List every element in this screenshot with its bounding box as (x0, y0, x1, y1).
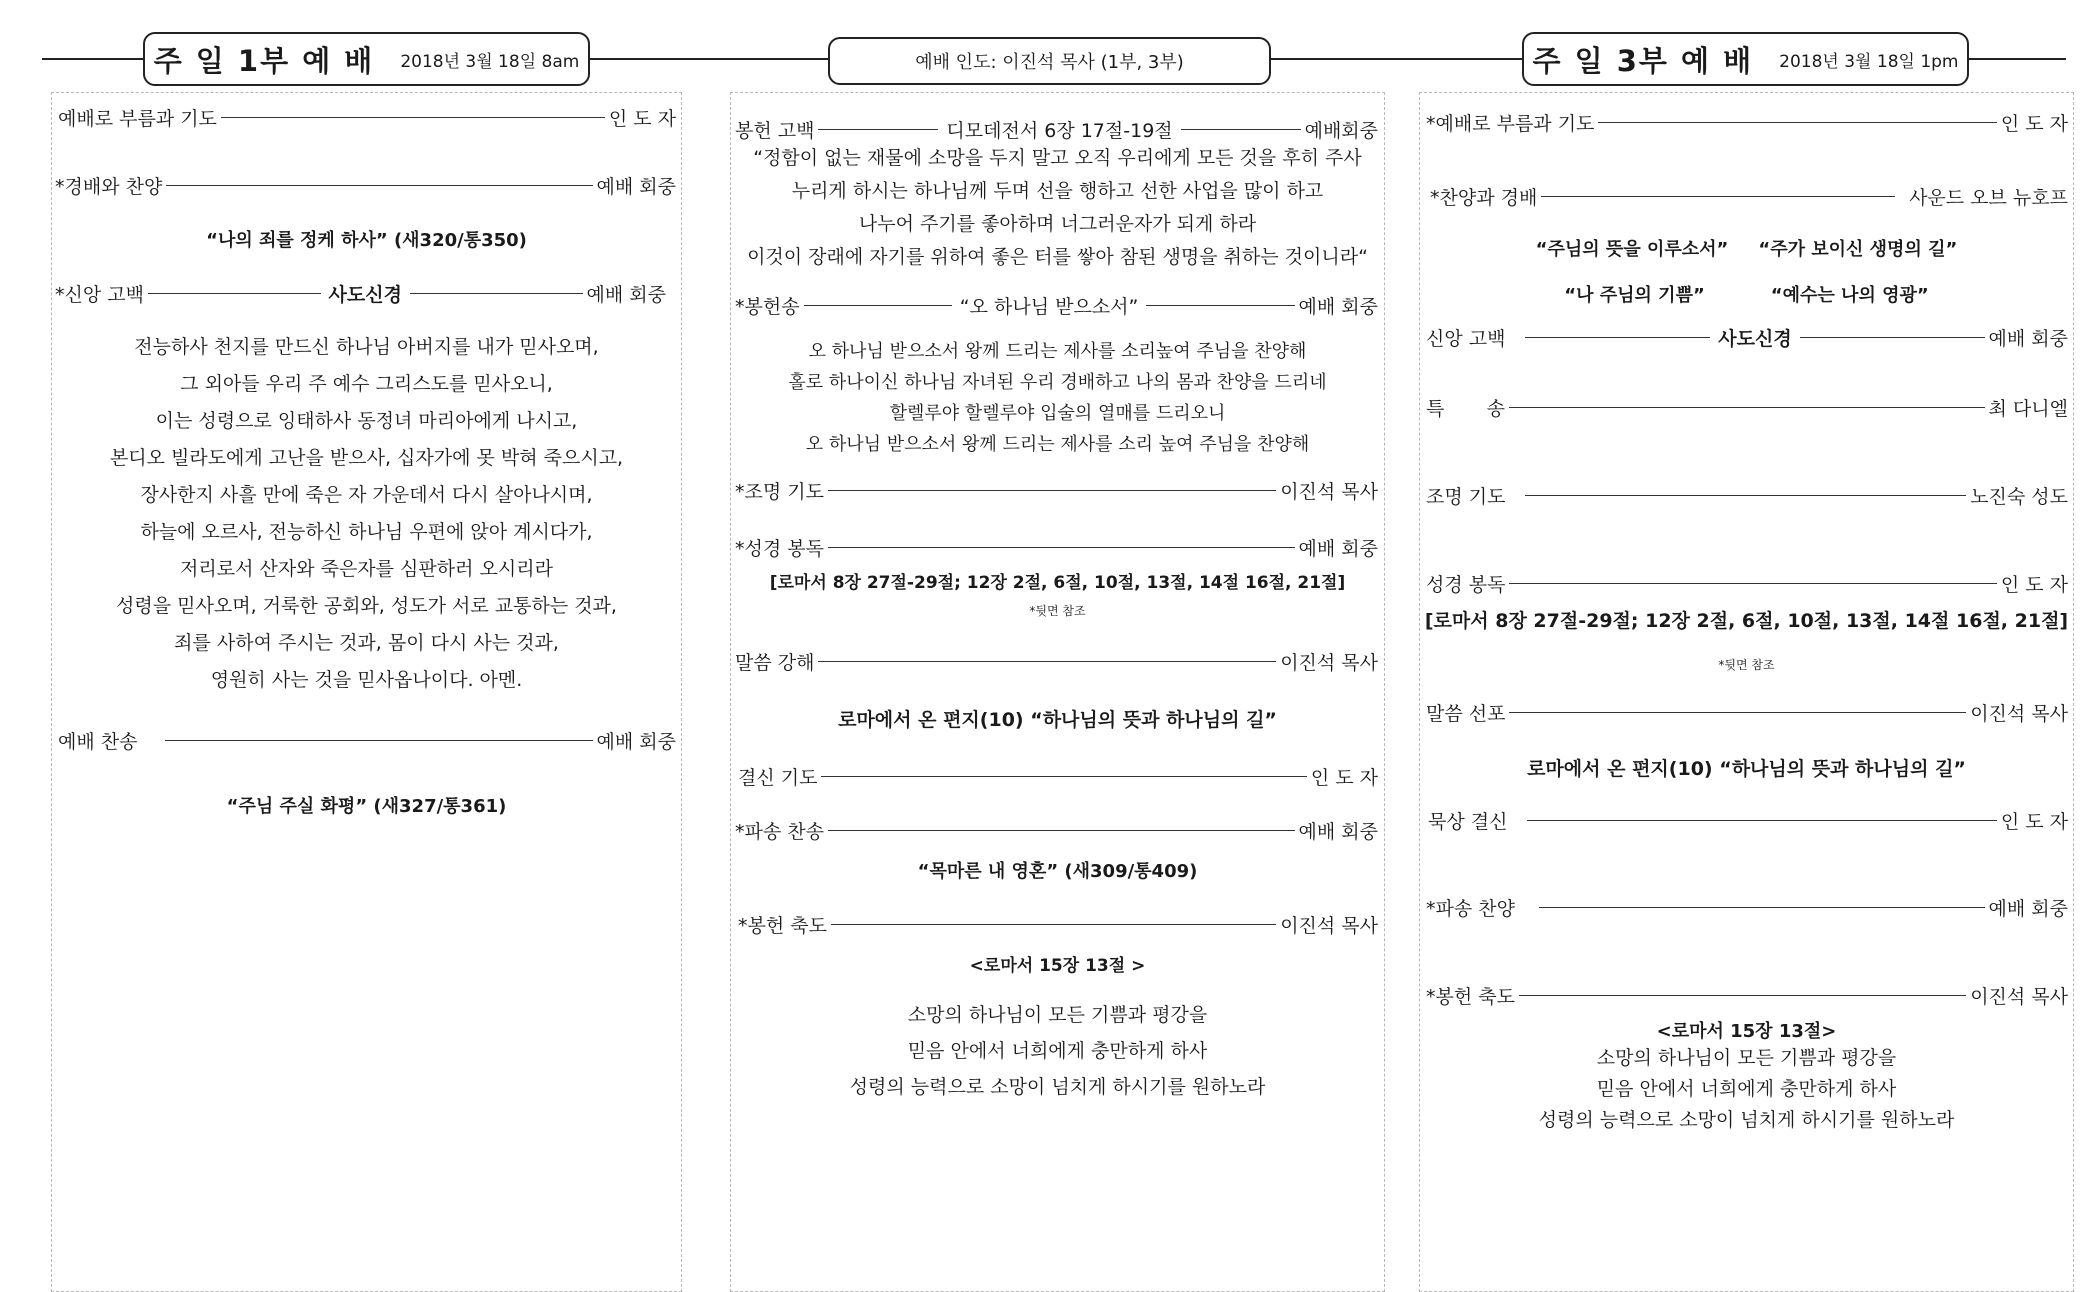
leader-line (828, 490, 1276, 491)
reading-reference: [로마서 8장 27절-29절; 12장 2절, 6절, 10절, 13절, 14절 16절, 21절] (1424, 610, 2069, 632)
worship-leader-header (828, 37, 1271, 85)
order-label: 봉헌 고백 (735, 119, 815, 142)
leader-line (828, 547, 1295, 548)
leader-line (148, 293, 321, 294)
benediction-line: 성령의 능력으로 소망이 넘치게 하시기를 원하노라 (1538, 1109, 1955, 1131)
apostles-creed-text (51, 329, 682, 699)
first-service-header (143, 32, 590, 86)
praise-songs-row-1 (1419, 235, 2074, 261)
benediction-text (1419, 1043, 2074, 1136)
hymn-title: “나의 죄를 정케 하사” (새320/통350) (206, 230, 527, 251)
order-label: 신앙 고백 (1426, 327, 1506, 350)
order-leader: 인 도 자 (2000, 810, 2068, 833)
scripture-line: 나누어 주기를 좋아하며 너그러운자가 되게 하라 (858, 213, 1257, 235)
leader-line (1541, 196, 1895, 197)
leader-line (1146, 305, 1294, 306)
scripture-line: 누리게 하시는 하나님께 두며 선을 행하고 선한 사업을 많이 하고 (791, 180, 1324, 202)
benediction-line: 믿음 안에서 너희에게 충만하게 하사 (907, 1040, 1208, 1062)
leader-line (1598, 122, 1996, 123)
song-title: “주님의 뜻을 이루소서” (1535, 239, 1729, 260)
order-label: 묵상 결신 (1428, 810, 1508, 833)
order-reading (1426, 568, 2068, 598)
benediction-line: 소망의 하나님이 모든 기쁨과 평강을 (1596, 1047, 1897, 1069)
leader-line (1525, 495, 1966, 496)
leader-line (165, 740, 592, 741)
order-leader: 예배회중 (1304, 119, 1379, 142)
leader-line (1519, 995, 1966, 996)
leader-line (1525, 337, 1710, 338)
creed-line: 죄를 사하여 주시는 것과, 몸이 다시 사는 것과, (174, 632, 559, 654)
song-title: “주가 보이신 생명의 길” (1758, 239, 1958, 260)
order-leader: 예배 회중 (596, 175, 676, 198)
song-title: “나 주님의 기쁨” (1564, 285, 1705, 306)
order-label: *파송 찬송 (735, 820, 824, 843)
order-leader: 이진석 목사 (1280, 480, 1378, 503)
order-sermon (735, 646, 1378, 676)
order-leader: 예배 회중 (1298, 537, 1378, 560)
order-leader: 이진석 목사 (1970, 985, 2068, 1008)
leader-line (166, 185, 592, 186)
order-leader: 이진석 목사 (1280, 914, 1378, 937)
order-leader: 예배 회중 (1988, 897, 2068, 920)
header-rule-mid-right (1270, 58, 1526, 60)
sermon-title: 로마에서 온 편지(10) “하나님의 뜻과 하나님의 길” (1527, 758, 1966, 780)
lyric-line: 홀로 하나이신 하나님 자녀된 우리 경배하고 나의 몸과 찬양을 드리네 (788, 372, 1327, 393)
order-sermon (1426, 697, 2068, 727)
creed-line: 장사한지 사흘 만에 죽은 자 가운데서 다시 살아나시며, (140, 484, 593, 506)
order-label: 예배로 부름과 기도 (58, 107, 217, 130)
order-label: 조명 기도 (1426, 485, 1506, 508)
order-label: *경배와 찬양 (55, 175, 163, 198)
lyric-line: 할렐루야 할렐루야 입술의 열매를 드리오니 (889, 403, 1226, 424)
leader-line (818, 661, 1276, 662)
leader-line (1509, 583, 1996, 584)
reading-reference: [로마서 8장 27절-29절; 12장 2절, 6절, 10절, 13절, 14절 16절, 21절] (769, 573, 1346, 593)
leader-line (821, 776, 1306, 777)
lyric-line: 오 하나님 받으소서 왕께 드리는 제사를 소리높여 주님을 찬양해 (808, 341, 1307, 362)
header-rule-right (1968, 58, 2066, 60)
order-praise (1430, 181, 2068, 211)
first-service-title: 주 일 1부 예 배 (153, 43, 375, 78)
order-label: 예배 찬송 (58, 730, 138, 753)
third-service-header (1522, 32, 1969, 86)
leader-line (221, 117, 605, 118)
order-label: *봉헌 축도 (738, 914, 827, 937)
order-leader: 이진석 목사 (1280, 651, 1378, 674)
order-label: *신앙 고백 (55, 283, 144, 306)
benediction-reference: <로마서 15장 13절 > (969, 956, 1146, 976)
leader-line (1539, 907, 1985, 908)
order-sending-hymn (735, 815, 1378, 845)
creed-name: 사도신경 (328, 283, 402, 306)
order-label: 특 송 (1426, 397, 1505, 420)
creed-name: 사도신경 (1718, 327, 1792, 350)
order-leader: 예배 회중 (1298, 820, 1378, 843)
benediction-line: 믿음 안에서 너희에게 충만하게 하사 (1596, 1078, 1897, 1100)
order-leader: 예배 회중 (1988, 327, 2069, 350)
see-back-note: *뒷면 참조 (1029, 604, 1086, 618)
order-label: *성경 봉독 (735, 537, 824, 560)
hymn-title: “주님 주실 화평” (새327/통361) (226, 796, 507, 817)
see-back-note: *뒷면 참조 (1718, 658, 1775, 672)
creed-line: 저리로서 산자와 죽은자를 심판하러 오시리라 (180, 558, 553, 580)
benediction-text (730, 997, 1385, 1105)
header-rule-mid-left (588, 58, 830, 60)
order-leader: 최 다니엘 (1988, 397, 2068, 420)
order-leader: 인 도 자 (2000, 112, 2068, 135)
leader-line (828, 830, 1295, 831)
order-leader: 인 도 자 (608, 107, 676, 130)
third-service-date: 2018년 3월 18일 1pm (1779, 51, 1959, 72)
order-meditation (1428, 805, 2068, 835)
order-label: *찬양과 경배 (1430, 186, 1538, 209)
creed-line: 하늘에 오르사, 전능하신 하나님 우편에 앉아 계시다가, (140, 521, 593, 543)
creed-line: 그 외아들 우리 주 예수 그리스도를 믿사오니, (180, 373, 553, 395)
third-service-title: 주 일 3부 예 배 (1532, 43, 1754, 78)
sermon-title: 로마에서 온 편지(10) “하나님의 뜻과 하나님의 길” (838, 709, 1277, 731)
leader-line (410, 293, 583, 294)
creed-line: 영원히 사는 것을 믿사옵나이다. 아멘. (210, 669, 523, 691)
order-leader: 이진석 목사 (1970, 702, 2068, 725)
order-benediction (1426, 980, 2068, 1010)
leader-line (1527, 820, 1996, 821)
order-label: *봉헌송 (735, 295, 800, 318)
order-illumination (735, 475, 1378, 505)
order-creed (55, 278, 666, 308)
order-call-to-worship (1426, 107, 2068, 137)
offering-scripture-text (730, 142, 1385, 274)
scripture-line: 이것이 장래에 자기를 위하여 좋은 터를 쌓아 참된 생명을 취하는 것이니라“ (747, 246, 1368, 268)
scripture-line: “정함이 없는 재물에 소망을 두지 말고 오직 우리에게 모든 것을 후히 주사 (753, 147, 1362, 169)
worship-leader: 예배 인도: 이진석 목사 (1부, 3부) (915, 52, 1184, 73)
order-leader: 인 도 자 (1310, 766, 1378, 789)
offering-song-lyrics (730, 336, 1385, 460)
order-label: 말씀 강해 (735, 651, 815, 674)
song-title: “예수는 나의 영광” (1770, 285, 1929, 306)
creed-line: 이는 성령으로 잉태하사 동정녀 마리아에게 나시고, (155, 410, 578, 432)
order-creed (1426, 322, 2068, 352)
creed-line: 성령을 믿사오며, 거룩한 공회와, 성도가 서로 교통하는 것과, (116, 595, 617, 617)
order-leader: 예배 회중 (1298, 295, 1379, 318)
leader-line (804, 305, 952, 306)
order-leader: 노진숙 성도 (1970, 485, 2068, 508)
leader-line (1509, 712, 1966, 713)
benediction-reference: <로마서 15장 13절> (1656, 1021, 1837, 1042)
order-label: *파송 찬양 (1426, 897, 1515, 920)
order-label: *봉헌 축도 (1426, 985, 1515, 1008)
hymn-title: “목마른 내 영혼” (새309/통409) (917, 861, 1198, 882)
scripture-reference: 디모데전서 6장 17절-19절 (946, 119, 1173, 142)
lyric-line: 오 하나님 받으소서 왕께 드리는 제사를 소리 높여 주님을 찬양해 (805, 434, 1310, 455)
order-label: *예배로 부름과 기도 (1426, 112, 1595, 135)
leader-line (1181, 129, 1301, 130)
order-special-song (1426, 392, 2068, 422)
first-service-date: 2018년 3월 18일 8am (400, 51, 580, 72)
order-illumination (1426, 480, 2068, 510)
praise-songs-row-2 (1419, 281, 2074, 307)
order-benediction (738, 909, 1378, 939)
order-worship-hymn (58, 725, 676, 755)
leader-line (818, 129, 938, 130)
creed-line: 전능하사 천지를 만드신 하나님 아버지를 내가 믿사오며, (134, 336, 599, 358)
song-title: “오 하나님 받으소서” (959, 295, 1139, 318)
leader-line (831, 924, 1276, 925)
order-reading (735, 532, 1378, 562)
benediction-line: 성령의 능력으로 소망이 넘치게 하시기를 원하노라 (849, 1076, 1266, 1098)
order-label: *조명 기도 (735, 480, 824, 503)
header-rule-left (42, 58, 148, 60)
order-offering-song (735, 290, 1378, 320)
order-label: 말씀 선포 (1426, 702, 1506, 725)
order-label: 성경 봉독 (1426, 573, 1506, 596)
order-praise (55, 170, 676, 200)
order-leader: 인 도 자 (2000, 573, 2068, 596)
order-decision-prayer (738, 761, 1378, 791)
creed-line: 본디오 빌라도에게 고난을 받으사, 십자가에 못 박혀 죽으시고, (109, 447, 624, 469)
order-leader: 사운드 오브 뉴호프 (1909, 186, 2068, 209)
order-label: 결신 기도 (738, 766, 818, 789)
leader-line (1509, 407, 1985, 408)
order-leader: 예배 회중 (586, 283, 667, 306)
order-sending-hymn (1426, 892, 2068, 922)
order-call-to-worship (58, 102, 676, 132)
benediction-line: 소망의 하나님이 모든 기쁨과 평강을 (907, 1004, 1208, 1026)
order-offering-confession (735, 114, 1378, 144)
leader-line (1800, 337, 1985, 338)
order-leader: 예배 회중 (596, 730, 676, 753)
